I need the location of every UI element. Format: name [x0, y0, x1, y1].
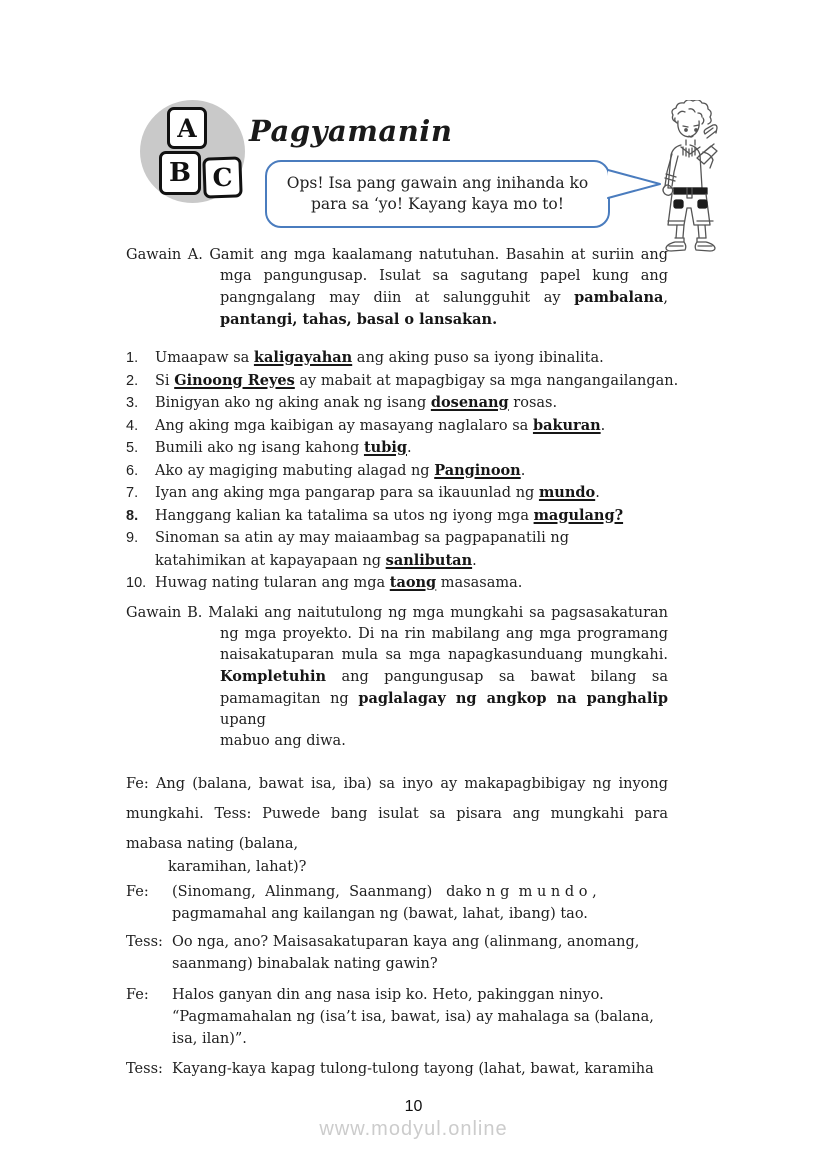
dialogue-line: Oo nga, ano? Maisasakatuparan kaya ang (alinmang, anomang, — [172, 933, 640, 950]
list-number: 1. — [126, 350, 139, 366]
gawain-b-line2: ng mga proyekto. Di na rin mabilang ang mga programang — [220, 625, 668, 642]
block-c-icon — [202, 156, 242, 198]
dialogue-line: isa, ilan)”. — [172, 1030, 247, 1047]
dialogue-line: Kayang-kaya kapag tulong-tulong tayong (lahat, bawat, karamiha — [172, 1060, 654, 1077]
list-item-7: 7. Iyan ang aking mga pangarap para sa ikauunlad ng mundo. — [126, 482, 668, 505]
list-number: 7. — [126, 485, 139, 501]
list-item-3: 3. Binigyan ako ng aking anak ng isang dosenang rosas. — [126, 392, 668, 415]
sentence-list — [126, 347, 679, 595]
gawain-a-line4: pantangi, tahas, basal o lansakan. — [220, 311, 498, 328]
list-number: 3. — [126, 395, 139, 411]
keyword: Ginoong Reyes — [174, 371, 295, 389]
keyword: sanlibutan — [385, 551, 473, 569]
keyword: magulang? — [533, 506, 624, 524]
gawain-a-line1: Gawain A. Gamit ang mga kaalamang natutuhan. Basahin at suriin ang — [126, 247, 668, 263]
dialogue-line: “Pagmamahalan ng (isa’t isa, bawat, isa) ay mahalaga sa (balana, — [172, 1008, 654, 1025]
block-a-icon — [167, 107, 207, 149]
dialogue-paragraph-5 — [126, 1058, 668, 1080]
speech-bubble-line1: Ops! Isa pang gawain ang inihanda ko — [286, 174, 589, 192]
list-item-10: 10. Huwag nating tularan ang mga taong masasama. — [126, 572, 668, 595]
dialogue-line: (Sinomang, Alinmang, Saanmang) dako n g m u n d o , — [172, 883, 597, 900]
keyword: mundo — [538, 484, 596, 501]
gawain-b-line3: naisakatuparan mula sa mga napagkasunduang mungkahi. — [220, 646, 668, 663]
keyword: taong — [389, 574, 437, 591]
speech-bubble — [265, 160, 610, 228]
keyword: dosenang — [430, 394, 509, 411]
gawain-b-line6: mabuo ang diwa. — [220, 732, 346, 749]
list-item-6: 6. Ako ay magiging mabuting alagad ng Panginoon. — [126, 460, 668, 483]
dialogue-line: pagmamahal ang kailangan ng (bawat, lahat, ibang) tao. — [172, 905, 588, 922]
keyword: tubig — [363, 439, 407, 456]
keyword: Panginoon — [434, 461, 521, 479]
list-item-2: 2. Si Ginoong Reyes ay mabait at mapagbigay sa mga nangangailangan. — [126, 370, 668, 393]
list-number: 10. — [126, 575, 147, 591]
dialogue-line: Halos ganyan din ang nasa isip ko. Heto, pakinggan ninyo. — [172, 986, 604, 1003]
speech-bubble-tail — [602, 167, 666, 201]
list-number: 8. — [126, 507, 139, 524]
dialogue-paragraph-4 — [126, 984, 668, 1050]
list-number: 4. — [126, 417, 139, 434]
list-number: 9. — [126, 530, 139, 546]
gawain-b-line5: pamamagitan ng paglalagay ng angkop na panghalip upang — [220, 689, 668, 728]
dialogue-line: mungkahi. Tess: Puwede bang isulat sa pisara ang mungkahi para — [126, 805, 668, 822]
gawain-b-instructions — [126, 603, 668, 752]
gawain-a-line3: pangngalang may diin at salungguhit ay pambalana, — [220, 289, 668, 306]
dialogue-line: saanmang) binabalak nating gawin? — [172, 955, 438, 972]
block-c-letter: C — [212, 162, 233, 193]
gawain-a-line2: mga pangungusap. Isulat sa sagutang papel kung ang — [220, 268, 668, 284]
block-b-icon — [159, 151, 201, 195]
list-number: 2. — [126, 372, 139, 389]
content-column — [126, 245, 679, 1080]
speaker-label: Tess: — [126, 1060, 163, 1077]
speaker-label: Tess: — [126, 933, 163, 950]
list-number: 6. — [126, 462, 139, 479]
dialogue-paragraph-3 — [126, 931, 668, 975]
list-item-9: 9. Sinoman sa atin ay may maiaambag sa pagpapanatili ng katahimikan at kapayapaan ng sanlibutan. — [126, 527, 668, 572]
gawain-b-line1: Gawain B. Malaki ang naitutulong ng mga mungkahi sa pagsasakaturan — [126, 604, 668, 621]
gawain-b-line4: Kompletuhin ang pangungusap sa bawat bilang sa — [220, 667, 668, 685]
page-title: Pagyamanin — [249, 114, 453, 148]
list-number: 5. — [126, 440, 139, 456]
list-item-5: 5. Bumili ako ng isang kahong tubig. — [126, 437, 668, 460]
watermark: www.modyul.online — [319, 1118, 508, 1140]
list-item-4: 4. Ang aking mga kaibigan ay masayang naglalaro sa bakuran. — [126, 415, 668, 438]
abc-blocks-icon — [140, 100, 245, 203]
list-item-8: 8. Hanggang kalian ka tatalima sa utos ng iyong mga magulang? — [126, 505, 668, 528]
block-a-letter: A — [177, 113, 197, 143]
speaker-label: Fe: — [126, 883, 149, 900]
dialogue-line: mabasa nating (balana, — [126, 835, 299, 852]
dialogue-paragraph-2 — [126, 881, 668, 925]
speaker-label: Fe: — [126, 986, 149, 1003]
gawain-a-instructions — [126, 245, 668, 331]
list-item-1: 1. Umaapaw sa kaligayahan ang aking puso sa iyong ibinalita. — [126, 347, 668, 370]
block-b-letter: B — [169, 158, 191, 188]
keyword: bakuran — [532, 416, 601, 434]
dialogue-line: karamihan, lahat)? — [168, 858, 307, 875]
keyword: kaligayahan — [253, 349, 353, 366]
page-number: 10 — [404, 1098, 423, 1115]
dialogue-paragraph-1 — [126, 773, 668, 878]
dialogue-line: Fe: Ang (balana, bawat isa, iba) sa inyo ay makapagbibigay ng inyong — [126, 775, 668, 792]
speech-bubble-line2: para sa ‘yo! Kayang kaya mo to! — [311, 195, 564, 213]
